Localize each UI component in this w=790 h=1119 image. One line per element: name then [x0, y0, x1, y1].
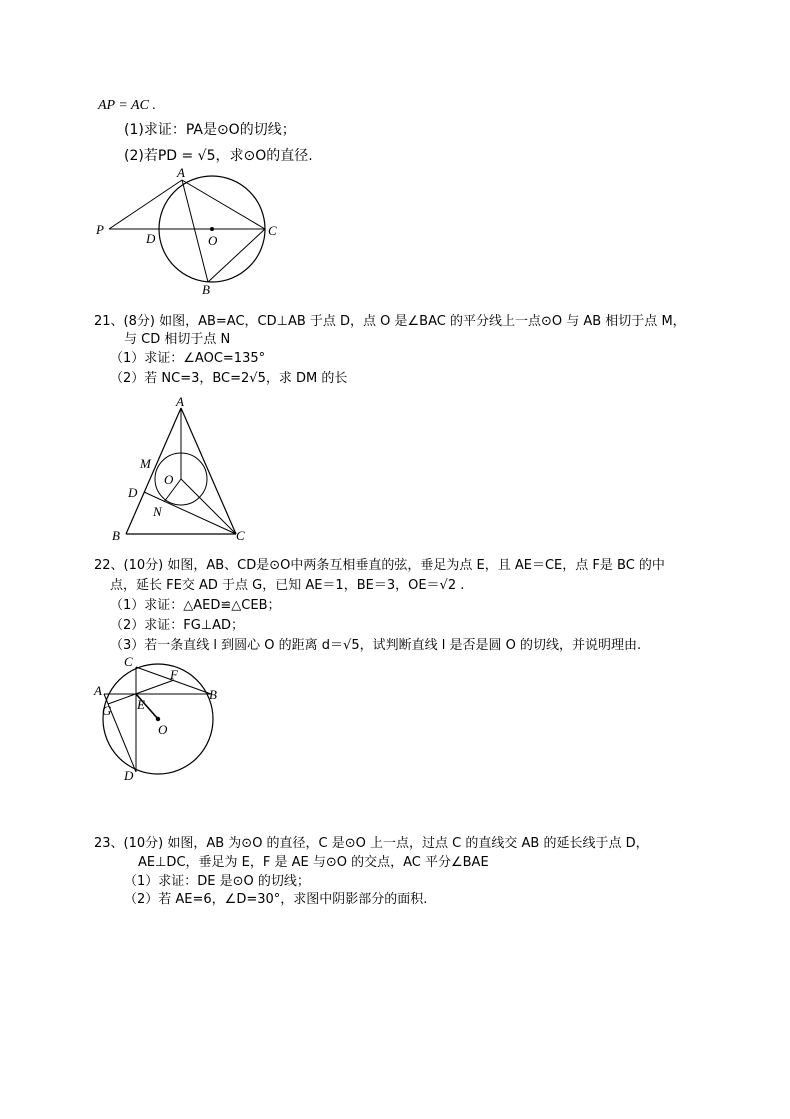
q20-label-o: O — [208, 233, 218, 248]
q21-label-m: M — [140, 456, 151, 471]
q22-label-o: O — [158, 722, 168, 737]
q20-figure — [90, 166, 290, 300]
q21-label-b: B — [112, 528, 120, 542]
q22-label-c: C — [124, 654, 133, 669]
q21-label-a: A — [176, 394, 184, 409]
q22-figure — [90, 654, 230, 784]
q22-statement-line1: 22、(10分) 如图，AB、CD是⊙O中两条互相垂直的弦，垂足为点 E，且 AE＝CE，点 F是 BC 的中 — [94, 558, 665, 573]
q20-part1: (1)求证：PA是⊙O的切线； — [124, 122, 296, 138]
q20-condition: AP = AC . — [98, 98, 156, 113]
q22-label-b: B — [209, 687, 217, 702]
q22-center-dot — [156, 717, 160, 721]
q22-label-e: E — [137, 697, 145, 712]
q22-part2: （2）求证：FG⊥AD； — [110, 618, 245, 633]
q23-part2: （2）若 AE=6，∠D=30°，求图中阴影部分的面积. — [124, 892, 428, 907]
q21-line-oc — [181, 479, 236, 534]
q21-label-n: N — [153, 504, 162, 519]
q22-label-f: F — [170, 667, 178, 682]
q21-statement-line2: 与 CD 相切于点 N — [124, 332, 231, 347]
q21-label-o: O — [164, 472, 174, 487]
q22-part3: （3）若一条直线 l 到圆心 O 的距离 d＝√5，试判断直线 l 是否是圆 O 的切线，并说明理由. — [110, 638, 642, 653]
q21-part1: （1）求证：∠AOC=135° — [110, 351, 266, 366]
q21-part2: （2）若 NC=3，BC=2√5，求 DM 的长 — [110, 371, 348, 386]
q20-label-c: C — [268, 223, 277, 238]
q21-line-ac — [181, 408, 236, 534]
q20-label-d: D — [146, 231, 156, 246]
q23-statement-line1: 23、(10分) 如图，AB 为⊙O 的直径，C 是⊙O 上一点，过点 C 的直线交 AB 的延长线于点 D， — [94, 836, 649, 851]
q23-statement-line2: AE⊥DC，垂足为 E，F 是 AE 与⊙O 的交点，AC 平分∠BAE — [138, 855, 489, 870]
q21-label-c: C — [236, 528, 245, 542]
q22-part1: （1）求证：△AED≌△CEB； — [110, 598, 281, 613]
q20-label-a: A — [177, 166, 185, 180]
q20-center-dot — [210, 227, 214, 231]
q20-part2: (2)若PD = √5，求⊙O的直径. — [124, 148, 313, 164]
q20-line-pa — [109, 180, 182, 229]
q22-label-g: G — [102, 703, 112, 718]
q21-label-d: D — [128, 485, 138, 500]
q21-statement-line1: 21、(8分) 如图，AB=AC，CD⊥AB 于点 D，点 O 是∠BAC 的平分线上一点⊙O 与 AB 相切于点 M， — [94, 314, 686, 329]
q20-line-ab — [182, 180, 208, 282]
q20-label-b: B — [202, 282, 210, 297]
q20-line-ac — [182, 180, 265, 229]
q22-label-a: A — [94, 683, 102, 698]
q22-statement-line2: 点，延长 FE交 AD 于点 G，已知 AE＝1，BE＝3，OE＝√2 . — [110, 578, 465, 593]
q23-part1: （1）求证：DE 是⊙O 的切线； — [124, 874, 310, 889]
q21-figure — [106, 392, 266, 542]
q22-label-d: D — [124, 768, 134, 783]
q20-label-p: P — [96, 222, 104, 237]
